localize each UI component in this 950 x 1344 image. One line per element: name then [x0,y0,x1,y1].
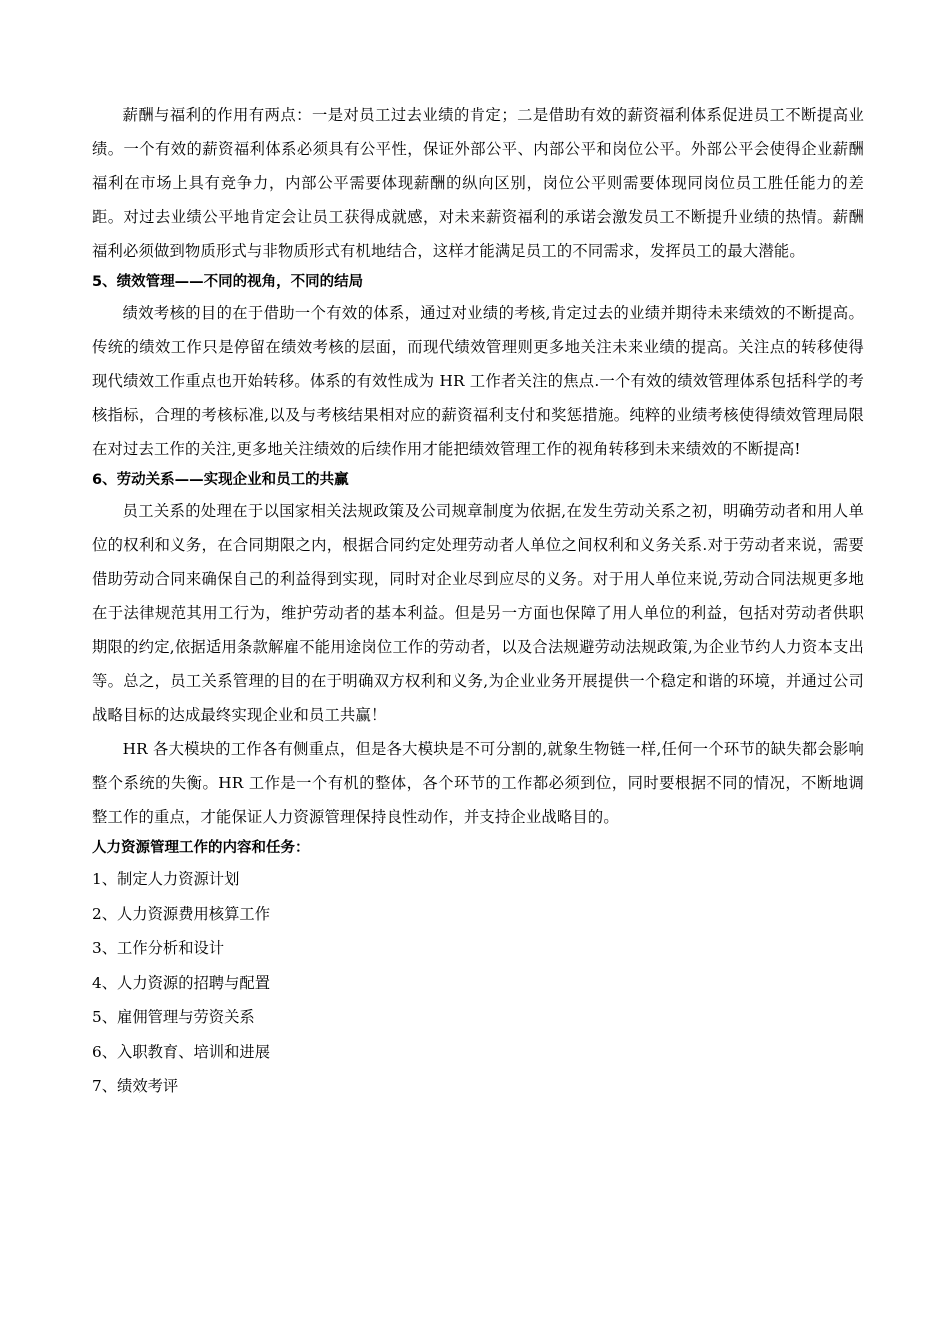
compensation-paragraph: 薪酬与福利的作用有两点：一是对员工过去业绩的肯定；二是借助有效的薪资福利体系促进员工不断提高业绩。一个有效的薪资福利体系必须具有公平性，保证外部公平、内部公平和岗位公平。外部公平会使得企业薪酬福利在市场上具有竞争力，内部公平需要体现薪酬的纵向区别，岗位公平则需要体现同岗位员工胜任能力的差距。对过去业绩公平地肯定会让员工获得成就感，对未来薪资福利的承诺会激发员工不断提升业绩的热情。薪酬福利必须做到物质形式与非物质形式有机地结合，这样才能满足员工的不同需求，发挥员工的最大潜能。 [92,106,864,260]
list-item: 5、雇佣管理与劳资关系 [92,1008,255,1026]
performance-paragraph: 绩效考核的目的在于借助一个有效的体系，通过对业绩的考核,肯定过去的业绩并期待未来绩效的不断提高。传统的绩效工作只是停留在绩效考核的层面，而现代绩效管理则更多地关注未来业绩的提高。关注点的转移使得现代绩效工作重点也开始转移。体系的有效性成为 HR 工作者关注的焦点.一个有效的绩效管理体系包括科学的考核指标，合理的考核标准,以及与考核结果相对应的薪资福利支付和奖惩措施。纯粹的业绩考核使得绩效管理局限在对过去工作的关注,更多地关注绩效的后续作用才能把绩效管理工作的视角转移到未来绩效的不断提高! [92,304,864,458]
hr-tasks-heading: 人力资源管理工作的内容和任务： [92,840,310,856]
hr-modules-paragraph: HR 各大模块的工作各有侧重点，但是各大模块是不可分割的,就象生物链一样,任何一个环节的缺失都会影响整个系统的失衡。HR 工作是一个有机的整体，各个环节的工作都必须到位，同时要根据不同的情况，不断地调整工作的重点，才能保证人力资源管理保持良性动作，并支持企业战略目的。 [92,740,864,826]
labor-relations-heading: 6、劳动关系——实现企业和员工的共赢 [92,472,349,488]
hr-tasks-list [92,862,864,1104]
list-item: 6、入职教育、培训和进展 [92,1042,270,1061]
list-item: 2、人力资源费用核算工作 [92,904,270,923]
labor-relations-paragraph: 员工关系的处理在于以国家相关法规政策及公司规章制度为依据,在发生劳动关系之初，明确劳动者和用人单位的权利和义务，在合同期限之内，根据合同约定处理劳动者人单位之间权利和义务关系.对于劳动者来说，需要借助劳动合同来确保自己的利益得到实现，同时对企业尽到应尽的义务。对于用人单位来说,劳动合同法规更多地在于法律规范其用工行为，维护劳动者的基本利益。但是另一方面也保障了用人单位的利益，包括对劳动者供职期限的约定,依据适用条款解雇不能用途岗位工作的劳动者，以及合法规避劳动法规政策,为企业节约人力资本支出等。总之，员工关系管理的目的在于明确双方权利和义务,为企业业务开展提供一个稳定和谐的环境，并通过公司战略目标的达成最终实现企业和员工共赢！ [92,502,864,724]
performance-heading: 5、绩效管理——不同的视角，不同的结局 [92,274,364,290]
list-item: 4、人力资源的招聘与配置 [92,973,270,992]
list-item: 7、绩效考评 [92,1077,179,1095]
list-item: 3、工作分析和设计 [92,939,225,957]
document-page [92,98,864,1104]
list-item: 1、制定人力资源计划 [92,870,240,888]
